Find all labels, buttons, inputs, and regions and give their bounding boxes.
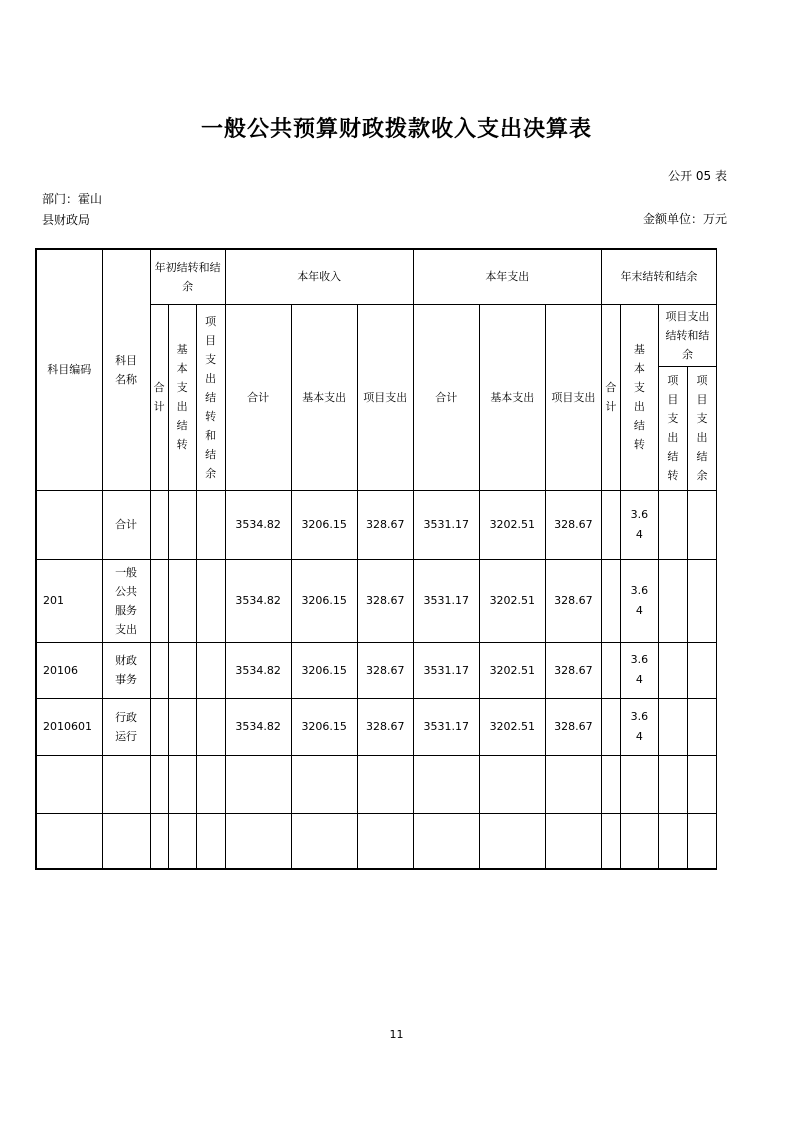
unit-label: 金额单位：万元 (642, 212, 727, 226)
department-label: 部门：霍山县财政局 (42, 192, 103, 227)
header-begin-carryover: 年初结转和结余 (150, 249, 225, 304)
header-begin-basic: 基本支出结转 (168, 304, 196, 490)
budget-table (35, 248, 717, 870)
table-row-empty (36, 755, 717, 813)
page-number: 11 (389, 1028, 404, 1041)
header-end-project: 项目支出结转和结余 (658, 304, 716, 366)
header-exp-project: 项目支出 (545, 304, 601, 490)
table-row: 2010601 行政运行 3534.82 3206.15 328.67 3531.17 3202.51 328.67 3.64 (36, 698, 717, 755)
header-end-carryover: 年末结转和结余 (601, 249, 716, 304)
form-number: 公开 05 表 (668, 169, 727, 183)
page-title: 一般公共预算财政拨款收入支出决算表 (200, 117, 592, 142)
header-begin-total: 合计 (150, 304, 168, 490)
table-row: 20106 财政事务 3534.82 3206.15 328.67 3531.17 3202.51 328.67 3.64 (36, 642, 717, 698)
header-income: 本年收入 (225, 249, 413, 304)
table-row: 合计 3534.82 3206.15 328.67 3531.17 3202.51 328.67 3.64 (36, 490, 717, 559)
header-income-basic: 基本支出 (291, 304, 357, 490)
header-end-basic: 基本支出结转 (620, 304, 658, 490)
header-exp-total: 合计 (413, 304, 479, 490)
header-end-project-carry: 项目支出结转 (658, 366, 687, 490)
table-row: 201 一般公共服务支出 3534.82 3206.15 328.67 3531.17 3202.51 328.67 3.64 (36, 559, 717, 642)
header-code: 科目编码 (36, 249, 102, 490)
header-name: 科目名称 (102, 249, 150, 490)
header-expenditure: 本年支出 (413, 249, 601, 304)
header-begin-project: 项目支出结转和结余 (196, 304, 225, 490)
header-exp-basic: 基本支出 (479, 304, 545, 490)
table-row-empty (36, 813, 717, 869)
header-income-project: 项目支出 (357, 304, 413, 490)
header-income-total: 合计 (225, 304, 291, 490)
header-end-total: 合计 (601, 304, 620, 490)
header-end-project-balance: 项目支出结余 (687, 366, 716, 490)
